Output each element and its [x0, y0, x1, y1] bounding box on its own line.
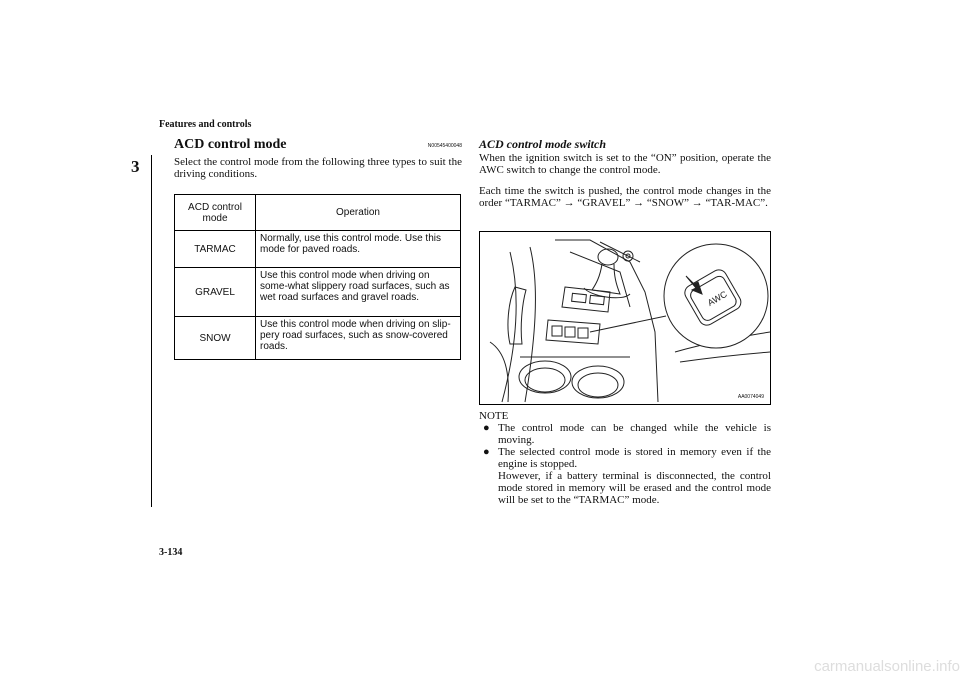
page-header: Features and controls: [159, 119, 252, 130]
table-row: [175, 231, 461, 268]
bullet-icon: ●: [483, 446, 490, 458]
console-illustration: [479, 231, 771, 405]
operation-cell: Use this control mode when driving on some-what slippery road surfaces, such as wet road surfaces and gravel roads.: [256, 268, 461, 317]
figure-code: AA0074049: [737, 394, 764, 400]
chapter-number: 3: [131, 157, 140, 176]
right-column: [479, 137, 771, 209]
svg-text:AWC: AWC: [705, 288, 729, 308]
section-code: N00545400048: [427, 143, 462, 149]
table-header-operation: Operation: [256, 195, 461, 231]
table-row: [175, 268, 461, 317]
mode-table: [174, 194, 461, 360]
note-heading: NOTE: [479, 410, 509, 422]
note-block: [479, 410, 771, 506]
section-intro: Select the control mode from the following three types to suit the driving conditions.: [174, 156, 462, 180]
switch-para-1: When the ignition switch is set to the “ON” position, operate the AWC switch to change the control mode.: [479, 152, 771, 176]
mode-cell: GRAVEL: [175, 268, 256, 317]
switch-para-2: Each time the switch is pushed, the control mode changes in the order “TARMAC” → “GRAVEL” → “SNOW” → “TAR-MAC”.: [479, 185, 771, 209]
note-item-continued: [479, 470, 771, 506]
mode-cell: SNOW: [175, 317, 256, 360]
note-item-text: The selected control mode is stored in memory even if the engine is stopped.: [498, 446, 771, 470]
mode-cell: TARMAC: [175, 231, 256, 268]
page-number: 3-134: [159, 547, 183, 558]
note-item: [479, 422, 771, 446]
section-title: ACD control mode: [174, 137, 287, 152]
watermark: carmanualsonline.info: [814, 658, 960, 675]
table-header-mode: ACD control mode: [175, 195, 256, 231]
center-console-drawing: [480, 232, 770, 404]
note-item-text: However, if a battery terminal is disconnected, the control mode stored in memory will be erased and the control mode will be set to the “TARMAC” mode.: [498, 470, 771, 506]
note-item: [479, 446, 771, 470]
switch-section-title: ACD control mode switch: [479, 137, 607, 151]
chapter-tab: [113, 155, 152, 507]
operation-cell: Use this control mode when driving on slip-pery road surfaces, such as snow-covered roads.: [256, 317, 461, 360]
operation-cell: Normally, use this control mode. Use this mode for paved roads.: [256, 231, 461, 268]
bullet-icon: ●: [483, 422, 490, 434]
table-row: [175, 317, 461, 360]
left-column: [174, 137, 462, 180]
note-item-text: The control mode can be changed while the vehicle is moving.: [498, 422, 771, 446]
